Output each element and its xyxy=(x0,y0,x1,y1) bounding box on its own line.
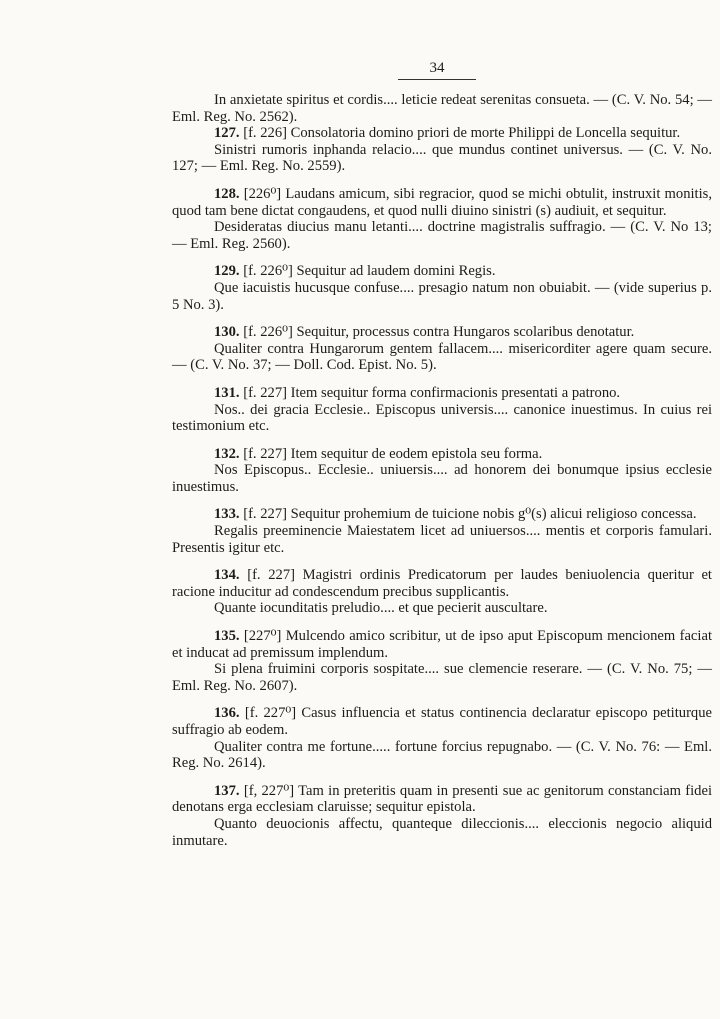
entry-135 xyxy=(172,628,712,694)
entry-incipit: Quante iocunditatis preludio.... et que pecierit auscultare. xyxy=(214,600,548,617)
entry-131 xyxy=(172,385,712,435)
entry-136 xyxy=(172,705,712,771)
entry-heading xyxy=(172,125,712,142)
entry-description: [f. 227] Item sequitur forma confirmacionis presentati a patrono. xyxy=(243,384,621,401)
entry-description: [f. 227] Magistri ordinis Predicatorum per laudes beniuolencia queritur et racione inducitur ad condescendum precibus supplicantis. xyxy=(172,567,712,600)
entry-number: 128. xyxy=(214,185,240,202)
entry-number: 129. xyxy=(214,263,240,280)
page-number: 34 xyxy=(398,60,476,80)
entry-128 xyxy=(172,186,712,252)
entry-incipit: Sinistri rumoris inphanda relacio.... que mundus continet universus. — (C. V. No. 127; — Eml. Reg. No. 2559). xyxy=(172,141,712,175)
entry-heading xyxy=(172,385,712,402)
entry-incipit: Desideratas diucius manu letanti.... doctrine magistralis suffragio. — (C. V. No 13; — Eml. Reg. 2560). xyxy=(172,219,712,252)
entry-description: [f. 226] Consolatoria domino priori de morte Philippi de Loncella sequitur. xyxy=(243,125,681,142)
entry-list xyxy=(172,125,712,849)
entry-heading xyxy=(172,263,712,280)
entry-incipit: Qualiter contra Hungarorum gentem fallacem.... misericorditer agere quam secure. — (C. V. No. 37; — Doll. Cod. Epist. No. 5). xyxy=(172,340,712,374)
entry-heading xyxy=(172,783,712,816)
entry-description: [f. 226⁰] Sequitur, processus contra Hungaros scolaribus denotatur. xyxy=(243,324,635,341)
entry-number: 134. xyxy=(214,567,240,584)
entry-134 xyxy=(172,567,712,617)
entry-number: 135. xyxy=(214,628,240,645)
entry-133 xyxy=(172,506,712,556)
entry-heading xyxy=(172,506,712,523)
entry-number: 132. xyxy=(214,445,240,462)
entry-description: [f. 227] Sequitur prohemium de tuicione nobis g⁰(s) alicui religioso concessa. xyxy=(243,506,697,523)
entry-incipit: Nos Episcopus.. Ecclesie.. uniuersis.... ad honorem dei bonumque ipsius ecclesie inuestimus. xyxy=(172,462,712,495)
entry-incipit: Si plena fruimini corporis sospitate.... sue clemencie reserare. — (C. V. No. 75; — Eml. Reg. No. 2607). xyxy=(172,661,712,694)
entry-130 xyxy=(172,324,712,374)
entry-number: 130. xyxy=(214,324,240,341)
entry-heading xyxy=(172,186,712,219)
entry-number: 131. xyxy=(214,384,240,401)
entry-description: [227⁰] Mulcendo amico scribitur, ut de ipso aput Episcopum mencionem faciat et inducat ad premissum implendum. xyxy=(172,628,712,661)
entry-incipit: Quanto deuocionis affectu, quanteque dileccionis.... eleccionis negocio aliquid inmutare. xyxy=(172,815,712,849)
entry-heading xyxy=(172,628,712,661)
entry-137 xyxy=(172,783,712,849)
entry-incipit: Nos.. dei gracia Ecclesie.. Episcopus universis.... canonice inuestimus. In cuius rei testimonium etc. xyxy=(172,401,712,435)
entry-heading xyxy=(172,446,712,463)
entry-text: In anxietate spiritus et cordis.... leticie redeat serenitas consueta. — (C. V. No. 54; — Eml. Reg. No. 2562). xyxy=(172,92,712,125)
entry-description: [f. 227] Item sequitur de eodem epistola seu forma. xyxy=(243,445,543,462)
entry-incipit: Que iacuistis hucusque confuse.... presagio natum non obuiabit. — (vide superius p. 5 No. 3). xyxy=(172,279,712,313)
entry-description: [f. 227⁰] Casus influencia et status continencia declaratur episcopo petiturque suffragio ab eodem. xyxy=(172,705,712,738)
entry-heading xyxy=(172,705,712,738)
entry-number: 136. xyxy=(214,705,240,722)
entry-number: 133. xyxy=(214,506,240,523)
entry-number: 127. xyxy=(214,125,240,142)
entry-heading xyxy=(172,567,712,600)
document-body xyxy=(172,92,712,849)
entry-description: [f, 227⁰] Tam in preteritis quam in presenti sue ac genitorum constanciam fidei denotans erga ecclesiam claruisse; sequitur epistola. xyxy=(172,782,712,816)
entry-heading xyxy=(172,324,712,341)
intro-entry xyxy=(172,92,712,125)
entry-description: [226⁰] Laudans amicum, sibi regracior, quod se michi obtulit, instruxit monitis, quod tam bene dictat congaudens, et quod nulli diuino sinistri (s) audiuit, et sequitur. xyxy=(172,185,712,219)
entry-description: [f. 226⁰] Sequitur ad laudem domini Regis. xyxy=(243,263,496,280)
entry-incipit: Qualiter contra me fortune..... fortune forcius repugnabo. — (C. V. No. 76: — Eml. Reg. No. 2614). xyxy=(172,738,712,772)
entry-incipit: Regalis preeminencie Maiestatem licet ad uniuersos.... mentis et corporis famulari. Presentis igitur etc. xyxy=(172,523,712,556)
entry-129 xyxy=(172,263,712,313)
entry-132 xyxy=(172,446,712,496)
entry-127 xyxy=(172,125,712,175)
entry-number: 137. xyxy=(214,782,240,799)
